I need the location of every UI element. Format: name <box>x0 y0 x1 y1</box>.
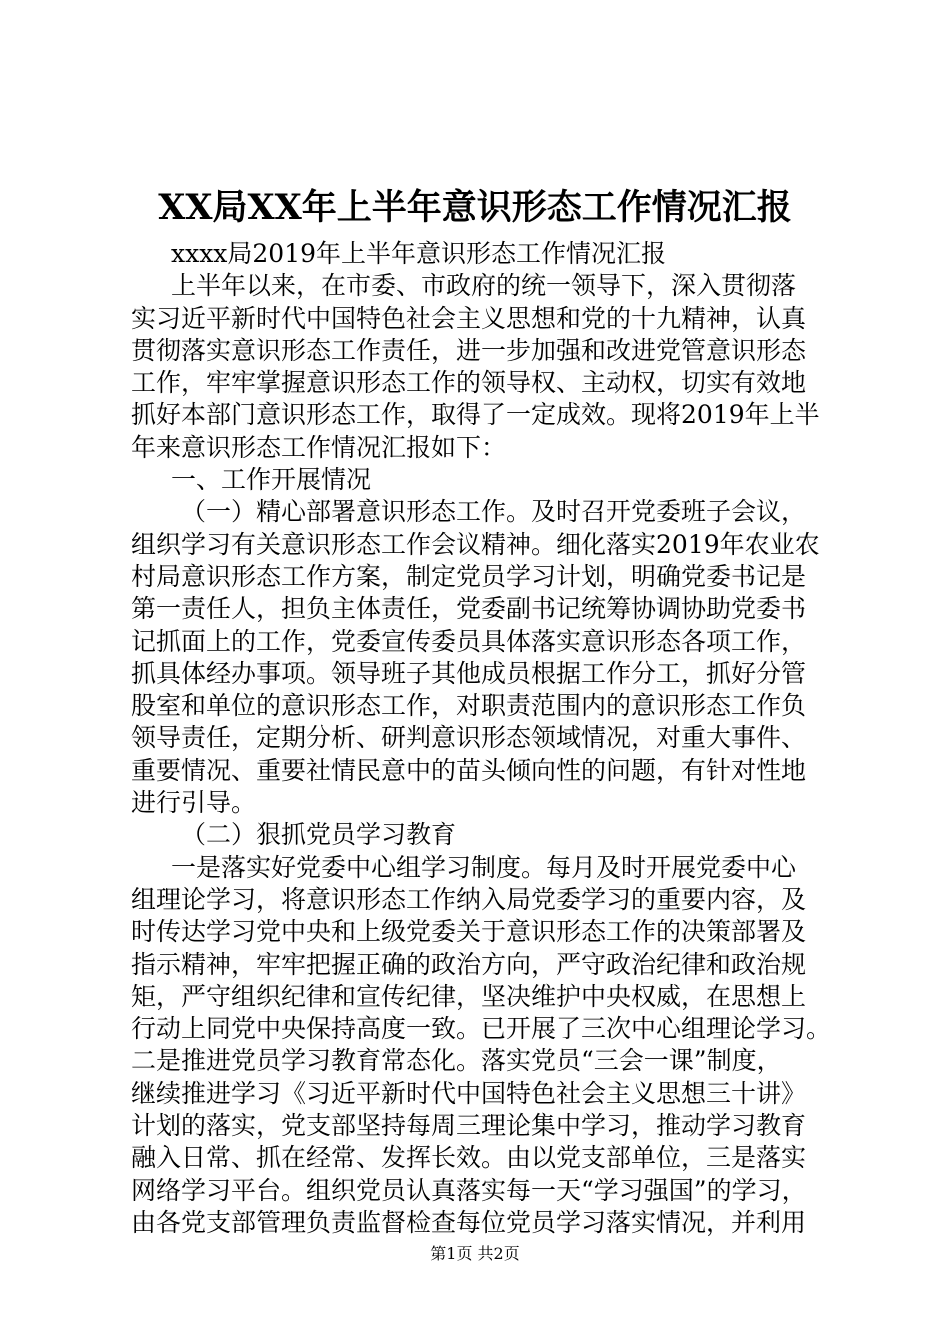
body-line: 矩，严守组织纪律和宣传纪律，坚决维护中央权威，在思想上 <box>131 981 807 1011</box>
body-line: 实习近平新时代中国特色社会主义思想和党的十九精神，认真 <box>131 303 807 333</box>
body-line: 二是推进党员学习教育常态化。落实党员“三会一课”制度， <box>131 1046 782 1076</box>
body-line: 工作，牢牢掌握意识形态工作的领导权、主动权，切实有效地 <box>131 368 807 398</box>
body-line: 融入日常、抓在经常、发挥长效。由以党支部单位，三是落实 <box>131 1143 807 1173</box>
body-line: 股室和单位的意识形态工作，对职责范围内的意识形态工作负 <box>131 691 807 721</box>
body-line: 网络学习平台。组织党员认真落实每一天“学习强国”的学习， <box>131 1175 807 1205</box>
document-title: XX局XX年上半年意识形态工作情况汇报 <box>158 187 792 228</box>
body-line: 组理论学习，将意识形态工作纳入局党委学习的重要内容，及 <box>131 884 807 914</box>
body-line: 上半年以来，在市委、市政府的统一领导下，深入贯彻落 <box>171 271 797 301</box>
body-line: 年来意识形态工作情况汇报如下： <box>131 432 507 462</box>
body-line: 行动上同党中央保持高度一致。已开展了三次中心组理论学习。 <box>131 1014 832 1044</box>
body-line: 抓好本部门意识形态工作，取得了一定成效。现将2019年上半 <box>131 400 820 430</box>
body-line: 时传达学习党中央和上级党委关于意识形态工作的决策部署及 <box>131 917 807 947</box>
document-body <box>131 238 851 1239</box>
body-line: 村局意识形态工作方案，制定党员学习计划，明确党委书记是 <box>131 561 807 591</box>
body-line: 组织学习有关意识形态工作会议精神。细化落实2019年农业农 <box>131 529 820 559</box>
body-line: 指示精神，牢牢把握正确的政治方向，严守政治纪律和政治规 <box>131 949 807 979</box>
section-heading: 一、工作开展情况 <box>171 465 372 495</box>
body-line: 第一责任人，担负主体责任，党委副书记统筹协调协助党委书 <box>131 594 807 624</box>
body-line: 抓具体经办事项。领导班子其他成员根据工作分工，抓好分管 <box>131 658 807 688</box>
page-footer: 第1页 共2页 <box>430 1244 520 1263</box>
body-line: 继续推进学习《习近平新时代中国特色社会主义思想三十讲》 <box>131 1078 807 1108</box>
body-line: 领导责任，定期分析、研判意识形态领域情况，对重大事件、 <box>131 723 807 753</box>
body-line: xxxx局2019年上半年意识形态工作情况汇报 <box>171 239 667 268</box>
body-line: 由各党支部管理负责监督检查每位党员学习落实情况，并利用 <box>131 1207 807 1237</box>
body-line: 记抓面上的工作，党委宣传委员具体落实意识形态各项工作， <box>131 626 807 656</box>
body-line: 重要情况、重要社情民意中的苗头倾向性的问题，有针对性地 <box>131 755 807 785</box>
body-line: 计划的落实，党支部坚持每周三理论集中学习，推动学习教育 <box>131 1111 807 1141</box>
subsection-heading: （一）精心部署意识形态工作。及时召开党委班子会议， <box>181 497 807 527</box>
body-line: 一是落实好党委中心组学习制度。每月及时开展党委中心 <box>171 852 797 882</box>
subsection-heading: （二）狠抓党员学习教育 <box>181 820 457 850</box>
body-line: 进行引导。 <box>131 788 257 818</box>
body-line: 贯彻落实意识形态工作责任，进一步加强和改进党管意识形态 <box>131 335 807 365</box>
